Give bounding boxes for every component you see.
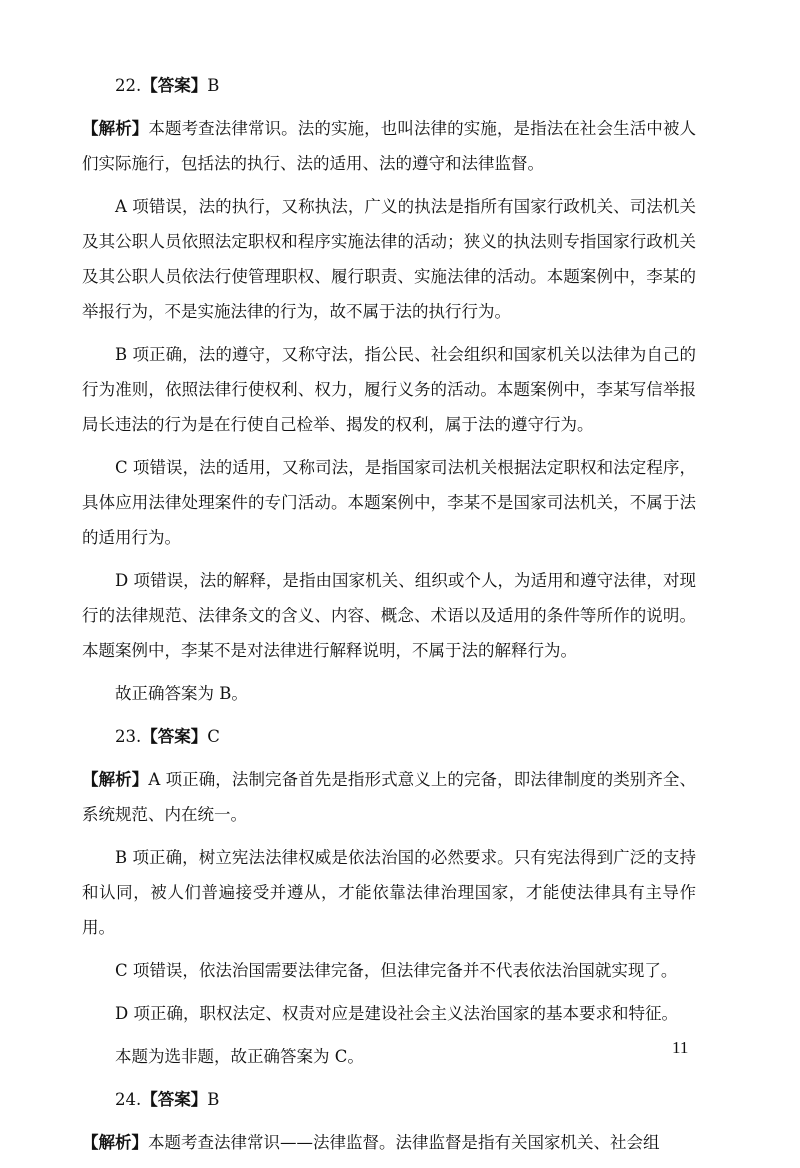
explanation-paragraph [82,563,696,668]
analysis-label: 【解析】 [82,770,149,789]
analysis-label: 【解析】 [82,119,149,138]
paragraph-text: C 项错误，依法治国需要法律完备，但法律完备并不代表依法治国就实现了。 [115,961,678,980]
answer-label: 【答案】 [141,1090,208,1109]
paragraph-text: C 项错误，法的适用，又称司法，是指国家司法机关根据法定职权和法定程序，具体应用法律处理案件的专门活动。本题案例中，李某不是国家司法机关，不属于法的适用行为。 [82,458,696,547]
answer-number: 24. [115,1090,142,1109]
answer-label: 【答案】 [141,76,208,95]
paragraph-text: A 项错误，法的执行，又称执法，广义的执法是指所有国家行政机关、司法机关及其公职人员依照法定职权和程序实施法律的活动；狭义的执法则专指国家行政机关及其公职人员依法行使管理职权、履行职责、实施法律的活动。本题案例中，李某的举报行为，不是实施法律的行为，故不属于法的执行行为。 [82,197,696,321]
analysis-label: 【解析】 [82,1133,148,1152]
paragraph-text: 本题考查法律常识。法的实施，也叫法律的实施，是指法在社会生活中被人们实际施行，包括法的执行、法的适用、法的遵守和法律监督。 [82,119,697,173]
answer-value: C [207,727,220,746]
paragraph-text: A 项正确，法制完备首先是指形式意义上的完备，即法律制度的类别齐全、系统规范、内在统一。 [82,770,697,824]
paragraph-text: 本题考查法律常识——法律监督。法律监督是指有关国家机关、社会组 [148,1133,660,1152]
answer-heading [82,719,696,754]
explanation-paragraph [82,450,696,555]
explanation-paragraph [82,996,696,1031]
page-body [82,68,696,1168]
explanation-paragraph [82,953,696,988]
explanation-paragraph [82,337,696,442]
paragraph-text: D 项错误，法的解释，是指由国家机关、组织或个人，为适用和遵守法律，对现行的法律规范、法律条文的含义、内容、概念、术语以及适用的条件等所作的说明。本题案例中，李某不是对法律进行解释说明，不属于法的解释行为。 [82,571,696,660]
explanation-paragraph [82,840,696,945]
answer-label: 【答案】 [141,727,208,746]
answer-number: 23. [115,727,142,746]
answer-number: 22. [115,76,142,95]
explanation-paragraph [82,1039,696,1074]
answer-value: B [207,76,220,95]
paragraph-text: D 项正确，职权法定、权责对应是建设社会主义法治国家的基本要求和特征。 [115,1004,678,1023]
page-number: 11 [672,1038,689,1057]
answer-heading [82,1082,696,1117]
paragraph-text: B 项正确，树立宪法法律权威是依法治国的必然要求。只有宪法得到广泛的支持和认同，被人们普遍接受并遵从，才能依靠法律治理国家，才能使法律具有主导作用。 [82,848,696,937]
answer-heading [82,68,696,103]
explanation-paragraph [82,1125,696,1160]
paragraph-text: 本题为选非题，故正确答案为 C。 [115,1047,364,1066]
paragraph-text: 故正确答案为 B。 [115,684,248,703]
explanation-paragraph [82,676,696,711]
explanation-paragraph [82,189,696,329]
answer-value: B [207,1090,220,1109]
explanation-paragraph [82,111,696,181]
explanation-paragraph [82,762,696,832]
paragraph-text: B 项正确，法的遵守，又称守法，指公民、社会组织和国家机关以法律为自己的行为准则，依照法律行使权利、权力，履行义务的活动。本题案例中，李某写信举报局长违法的行为是在行使自己检举、揭发的权利，属于法的遵守行为。 [82,345,696,434]
